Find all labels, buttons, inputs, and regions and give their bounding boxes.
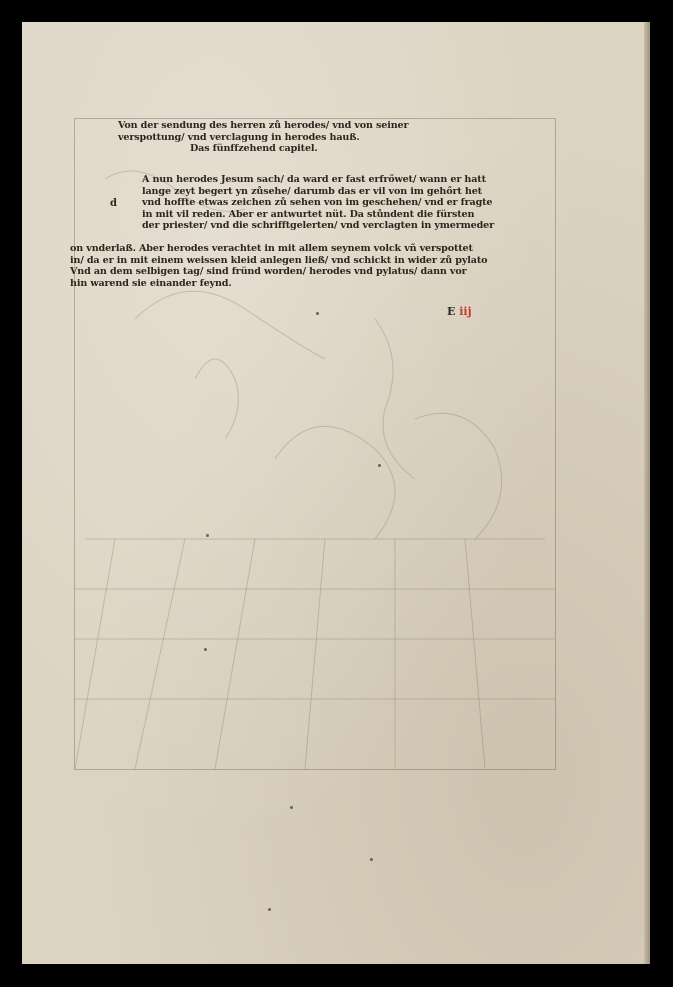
- text-line: in/ da er in mit einem weissen kleid anlegen ließ/ vnd schickt in wider zů pylato: [70, 254, 488, 266]
- text-line: der priester/ vnd die schrifftgelerten/ vnd verclagten in ymermeder: [142, 220, 495, 232]
- chapter-heading: [118, 120, 408, 155]
- heading-line: Von der sendung des herren zů herodes/ vnd von seiner: [118, 120, 409, 131]
- full-paragraph: [70, 243, 487, 289]
- text-line: lange zeyt begert yn zůsehe/ darumb das er vil von im gehőrt het: [142, 185, 482, 197]
- indented-paragraph: [142, 174, 494, 232]
- worm-hole: [268, 908, 271, 911]
- signature-letter: E: [447, 305, 456, 318]
- worm-hole: [206, 534, 209, 537]
- signature-mark: [447, 305, 472, 318]
- chapter-number: Das fünffzehend capitel.: [190, 143, 318, 155]
- text-line: Vnd an dem selbigen tag/ sind fründ worden/ herodes vnd pylatus/ dann vor: [70, 266, 467, 278]
- worm-hole: [316, 312, 319, 315]
- worm-hole: [290, 806, 293, 809]
- heading-line: verspottung/ vnd verclagung in herodes hauß.: [118, 131, 360, 143]
- marginal-mark: d: [110, 198, 117, 209]
- worm-hole: [370, 858, 373, 861]
- text-line: on vnderlaß. Aber herodes verachtet in mit allem seynem volck vñ verspottet: [70, 243, 473, 254]
- signature-number: iij: [459, 305, 472, 318]
- worm-hole: [378, 464, 381, 467]
- book-page: [22, 22, 650, 964]
- worm-hole: [204, 648, 207, 651]
- text-line: in mit vil reden. Aber er antwurtet nüt. Da stůndent die fürsten: [142, 208, 475, 220]
- text-line: hin warend sie einander feynd.: [70, 277, 232, 289]
- text-line: vnd hoffte etwas zeichen zů sehen von im geschehen/ vnd er fragte: [142, 197, 493, 209]
- page-edge: [644, 22, 650, 964]
- text-line: A nun herodes Jesum sach/ da ward er fast erfrőwet/ wann er hatt: [142, 174, 486, 185]
